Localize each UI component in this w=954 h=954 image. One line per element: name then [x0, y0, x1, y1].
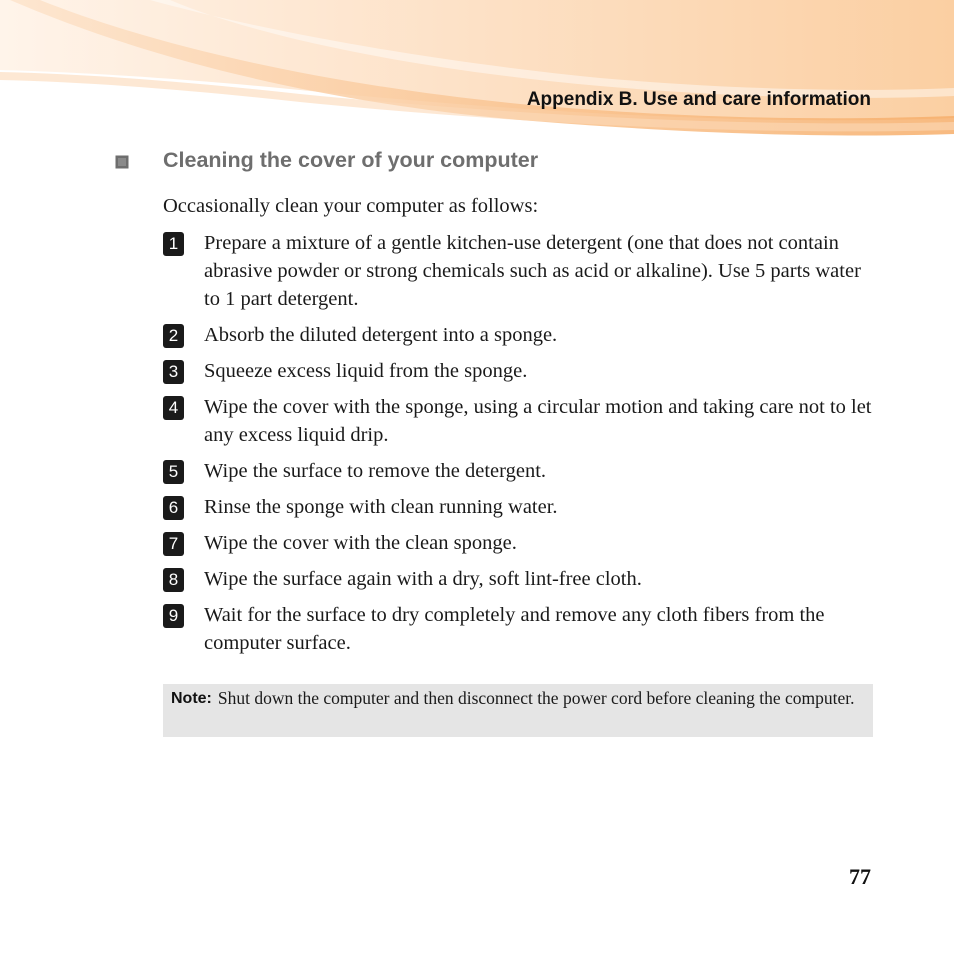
- step-number-badge: 7: [163, 532, 184, 556]
- step-number-badge: 1: [163, 232, 184, 256]
- note-text: Shut down the computer and then disconnect the power cord before cleaning the computer.: [217, 688, 855, 708]
- list-item: [163, 565, 873, 593]
- step-number-badge: 3: [163, 360, 184, 384]
- step-number-badge: 9: [163, 604, 184, 628]
- square-bullet-icon: [115, 155, 129, 169]
- steps-list: [163, 229, 873, 665]
- step-text: Absorb the diluted detergent into a sponge.: [204, 324, 558, 346]
- note-callout: [163, 684, 873, 737]
- list-item: [163, 529, 873, 557]
- note-label: Note:: [171, 690, 212, 707]
- list-item: [163, 493, 873, 521]
- step-text: Rinse the sponge with clean running water.: [204, 496, 558, 518]
- list-item: [163, 321, 873, 349]
- step-number-badge: 2: [163, 324, 184, 348]
- step-number-badge: 4: [163, 396, 184, 420]
- step-text: Wait for the surface to dry completely and remove any cloth fibers from the computer surface.: [204, 604, 825, 654]
- step-text: Squeeze excess liquid from the sponge.: [204, 360, 528, 382]
- step-text: Wipe the cover with the clean sponge.: [204, 532, 517, 554]
- running-header-title: Appendix B. Use and care information: [526, 89, 871, 110]
- step-text: Prepare a mixture of a gentle kitchen-use detergent (one that does not contain abrasive powder or strong chemicals such as acid or alkaline). Use 5 parts water to 1 part detergent.: [204, 232, 861, 310]
- list-item: [163, 457, 873, 485]
- step-number-badge: 8: [163, 568, 184, 592]
- list-item: [163, 393, 873, 449]
- header-banner: [0, 0, 954, 140]
- list-item: [163, 229, 873, 313]
- step-text: Wipe the surface to remove the detergent.: [204, 460, 547, 482]
- section-heading: Cleaning the cover of your computer: [163, 148, 539, 172]
- step-text: Wipe the cover with the sponge, using a circular motion and taking care not to let any excess liquid drip.: [204, 396, 872, 446]
- list-item: [163, 357, 873, 385]
- page-number: 77: [849, 864, 871, 889]
- step-text: Wipe the surface again with a dry, soft lint-free cloth.: [204, 568, 642, 590]
- list-item: [163, 601, 873, 657]
- intro-paragraph: Occasionally clean your computer as follows:: [163, 195, 539, 217]
- step-number-badge: 5: [163, 460, 184, 484]
- step-number-badge: 6: [163, 496, 184, 520]
